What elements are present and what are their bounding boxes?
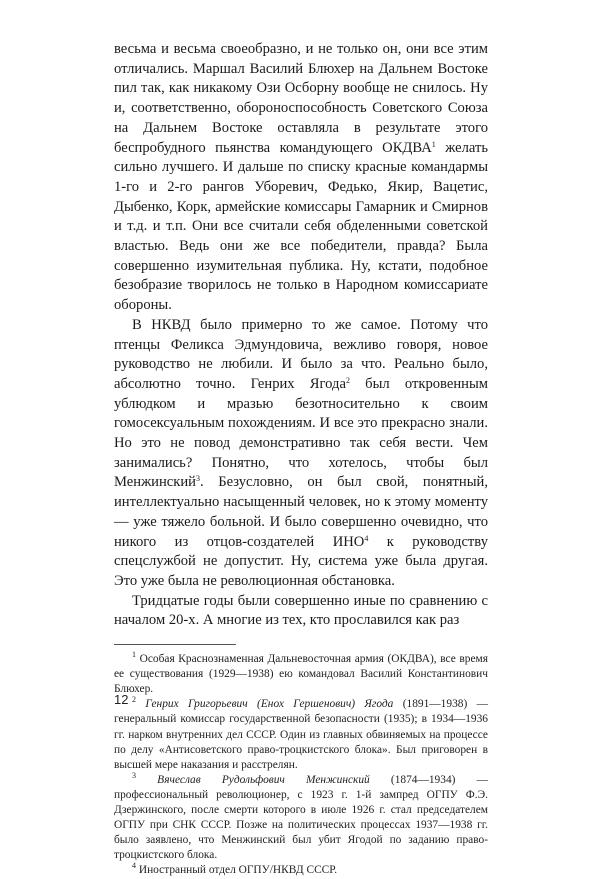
paragraph-1-text-b: желать сильно лучшего. И дальше по списку красные командармы 1-го и 2-го рангов Уборевич, Федько, Якир, Вацетис, Дыбенко, Корк, армейские комиссары Гамарник и Смирнов и т.д. и т.п. Они все считали себя обделенными советской властью. Ведь они же все победители, правда? Была совершенно изумительная публика. Ну, кстати, подобное безобразие творилось не только в Народном комиссариате обороны. (114, 139, 488, 314)
footnote-3-name: Вячеслав Рудольфович Менжинский (136, 773, 370, 786)
footnote-4-mark: 4 (132, 861, 136, 871)
paragraph-3: Тридцатые годы были совершенно иные по сравнению с началом 20-х. А многие из тех, кто прославился как раз (114, 592, 488, 629)
footnote-2-mark: 2 (132, 695, 136, 705)
page-number: 12 (114, 692, 129, 707)
paragraph-2-text-c: . Безусловно, он был свой, понятный, интеллектуально насыщенный человек, но к этому моменту — уже тяжело больной. И было совершенно очевидно, что никого из отцов-создателей ИНО (114, 474, 488, 550)
paragraph-2 (114, 316, 488, 592)
footnote-4 (114, 863, 488, 878)
paragraph-1 (114, 40, 488, 316)
footnote-ref-1: 1 (431, 139, 436, 149)
footnote-divider (114, 644, 236, 645)
footnote-ref-4: 4 (364, 533, 369, 543)
footnote-3 (114, 770, 488, 864)
footnote-ref-3: 3 (195, 474, 200, 484)
footnote-2-text: (1891—1938) — генеральный комиссар государственной безопасности (1935); в 1934—1936 гг. нарком внутренних дел СССР. Один из главных обвиняемых на процессе по делу «Антисоветского право-троцкистского блока». Был приговорен в высшей мере наказания и расстрелян. (114, 698, 488, 771)
footnote-2 (114, 697, 488, 772)
footnote-3-mark: 3 (132, 770, 136, 780)
footnote-2-name: Генрих Григорьевич (Енох Гершенович) Ягода (136, 698, 394, 711)
footnote-1-mark: 1 (132, 650, 136, 660)
footnote-ref-2: 2 (345, 375, 350, 385)
paragraph-2-text-a: В НКВД было примерно то же самое. Потому что птенцы Феликса Эдмундовича, вежливо говоря, новое руководство не любили. И было за что. Реально было, абсолютно точно. Генрих Ягода (114, 316, 488, 392)
footnote-3-text: (1874—1934) — профессиональный революционер, с 1923 г. 1-й зампред ОГПУ Ф.Э. Дзержинского, после смерти которого в июле 1926 г. стал председателем ОГПУ при СНК СССР. Позже на политических процессах 1937—1938 гг. было заявлено, что Менжинский был убит Ягодой по заданию право-троцкистского блока. (114, 773, 488, 862)
footnote-1-text: Особая Краснознаменная Дальневосточная армия (ОКДВА), все время ее существования (1929—1938) ею командовал Василий Константинович Блюхер. (114, 653, 488, 696)
paragraph-2-text-b: был откровенным ублюдком и мразью безотносительно к своим гомосексуальным похождениям. И все это прекрасно знали. Но это не повод демонстративно так себя вести. Чем занимались? Понятно, что хотелось, чтобы был Менжинский (114, 375, 488, 491)
footnote-1 (114, 652, 488, 697)
paragraph-2-text-d: к руководству спецслужбой не допустит. Ну, система уже была другая. Это уже была не революционная обстановка. (114, 533, 488, 589)
paragraph-1-text-a: весьма и весьма своеобразно, и не только он, они все этим отличались. Маршал Василий Блюхер на Дальнем Востоке пил так, как никакому Ози Осборну вообще не снилось. Ну и, соответственно, обороноспособность Советского Союза на Дальнем Востоке оставляла в результате этого беспробудного пьянства командующего ОКДВА (114, 41, 488, 156)
page-text-block (114, 40, 488, 879)
footnote-4-text: Иностранный отдел ОГПУ/НКВД СССР. (136, 864, 338, 877)
